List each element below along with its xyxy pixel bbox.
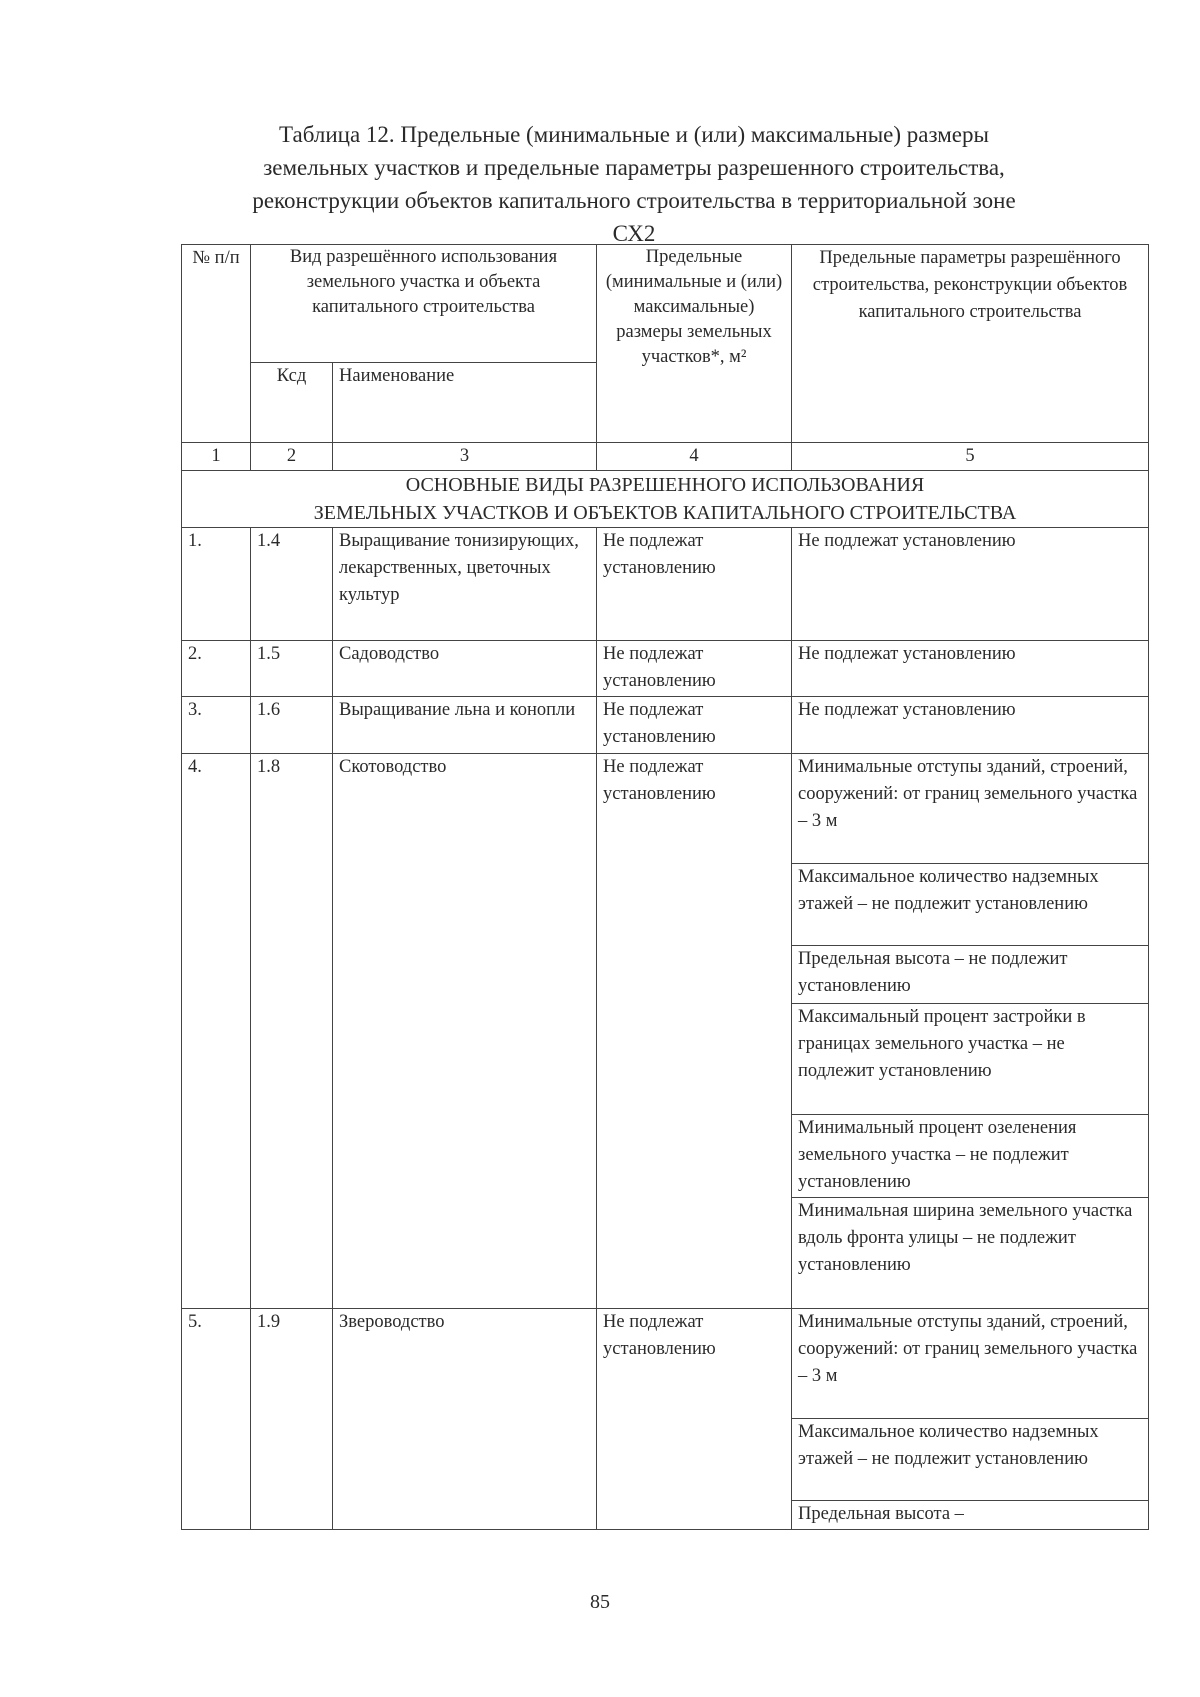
header-name: Наименование	[333, 363, 597, 443]
header-vid: Вид разрешённого использования земельного участка и объекта капитального строительства	[251, 245, 597, 363]
section-line-2: ЗЕМЕЛЬНЫХ УЧАСТКОВ И ОБЪЕКТОВ КАПИТАЛЬНОГО СТРОИТЕЛЬСТВА	[313, 502, 1017, 524]
row-num: 4.	[182, 754, 251, 1309]
row-name: Звероводство	[333, 1309, 597, 1530]
row-num: 3.	[182, 697, 251, 754]
row-params-list	[792, 1309, 1149, 1530]
col-number: 2	[251, 443, 333, 471]
row-params: Не подлежат установлению	[792, 641, 1149, 697]
page-number: 85	[590, 1591, 610, 1613]
row-params: Не подлежат установлению	[792, 528, 1149, 641]
table-row	[182, 641, 1149, 697]
zoning-table	[181, 244, 1149, 1530]
row-sizes: Не подлежат установлению	[597, 754, 792, 1309]
row-name: Выращивание льна и конопли	[333, 697, 597, 754]
title-line-3: реконструкции объектов капитального строительства в территориальной зоне	[252, 188, 1016, 213]
title-line-4: СХ2	[612, 221, 656, 246]
header-num: № п/п	[182, 245, 251, 443]
col-number: 4	[597, 443, 792, 471]
header-sizes: Предельные (минимальные и (или) максимальные) размеры земельных участков*, м²	[597, 245, 792, 443]
col-number: 1	[182, 443, 251, 471]
param-item: Предельная высота – не подлежит установлению	[792, 946, 1148, 1004]
title-line-2: земельных участков и предельные параметры разрешенного строительства,	[263, 155, 1005, 180]
table-row	[182, 754, 1149, 1309]
section-heading	[182, 471, 1149, 528]
table-row	[182, 1309, 1149, 1530]
param-item: Минимальные отступы зданий, строений, сооружений: от границ земельного участка – 3 м	[792, 754, 1148, 864]
header-ksd: Ксд	[251, 363, 333, 443]
row-ksd: 1.4	[251, 528, 333, 641]
col-number: 3	[333, 443, 597, 471]
param-item: Максимальное количество надземных этажей – не подлежит установлению	[792, 864, 1148, 946]
table-row	[182, 697, 1149, 754]
row-num: 5.	[182, 1309, 251, 1530]
param-item: Максимальное количество надземных этажей – не подлежит установлению	[792, 1419, 1148, 1501]
title-line-1: Таблица 12. Предельные (минимальные и (или) максимальные) размеры	[279, 122, 989, 147]
param-item: Максимальный процент застройки в границах земельного участка – не подлежит установлению	[792, 1004, 1148, 1115]
row-num: 2.	[182, 641, 251, 697]
row-sizes: Не подлежат установлению	[597, 697, 792, 754]
param-item: Минимальные отступы зданий, строений, сооружений: от границ земельного участка – 3 м	[792, 1309, 1148, 1419]
column-number-row	[182, 443, 1149, 471]
row-params: Не подлежат установлению	[792, 697, 1149, 754]
param-item: Минимальный процент озеленения земельного участка – не подлежит установлению	[792, 1115, 1148, 1198]
row-ksd: 1.9	[251, 1309, 333, 1530]
header-row	[182, 245, 1149, 363]
row-name: Садоводство	[333, 641, 597, 697]
param-item: Предельная высота –	[798, 1504, 964, 1524]
row-sizes: Не подлежат установлению	[597, 641, 792, 697]
section-row	[182, 471, 1149, 528]
table-title	[170, 118, 1098, 250]
table-row	[182, 528, 1149, 641]
row-ksd: 1.6	[251, 697, 333, 754]
row-name: Скотоводство	[333, 754, 597, 1309]
row-ksd: 1.5	[251, 641, 333, 697]
param-item: Минимальная ширина земельного участка вдоль фронта улицы – не подлежит установлению	[798, 1201, 1133, 1275]
row-sizes: Не подлежат установлению	[597, 528, 792, 641]
row-num: 1.	[182, 528, 251, 641]
row-ksd: 1.8	[251, 754, 333, 1309]
col-number: 5	[792, 443, 1149, 471]
row-name: Выращивание тонизирующих, лекарственных, цветочных культур	[333, 528, 597, 641]
row-params-list	[792, 754, 1149, 1309]
row-sizes: Не подлежат установлению	[597, 1309, 792, 1530]
section-line-1: ОСНОВНЫЕ ВИДЫ РАЗРЕШЕННОГО ИСПОЛЬЗОВАНИЯ	[405, 474, 925, 496]
header-params: Предельные параметры разрешённого строительства, реконструкции объектов капитального строительства	[792, 245, 1149, 443]
